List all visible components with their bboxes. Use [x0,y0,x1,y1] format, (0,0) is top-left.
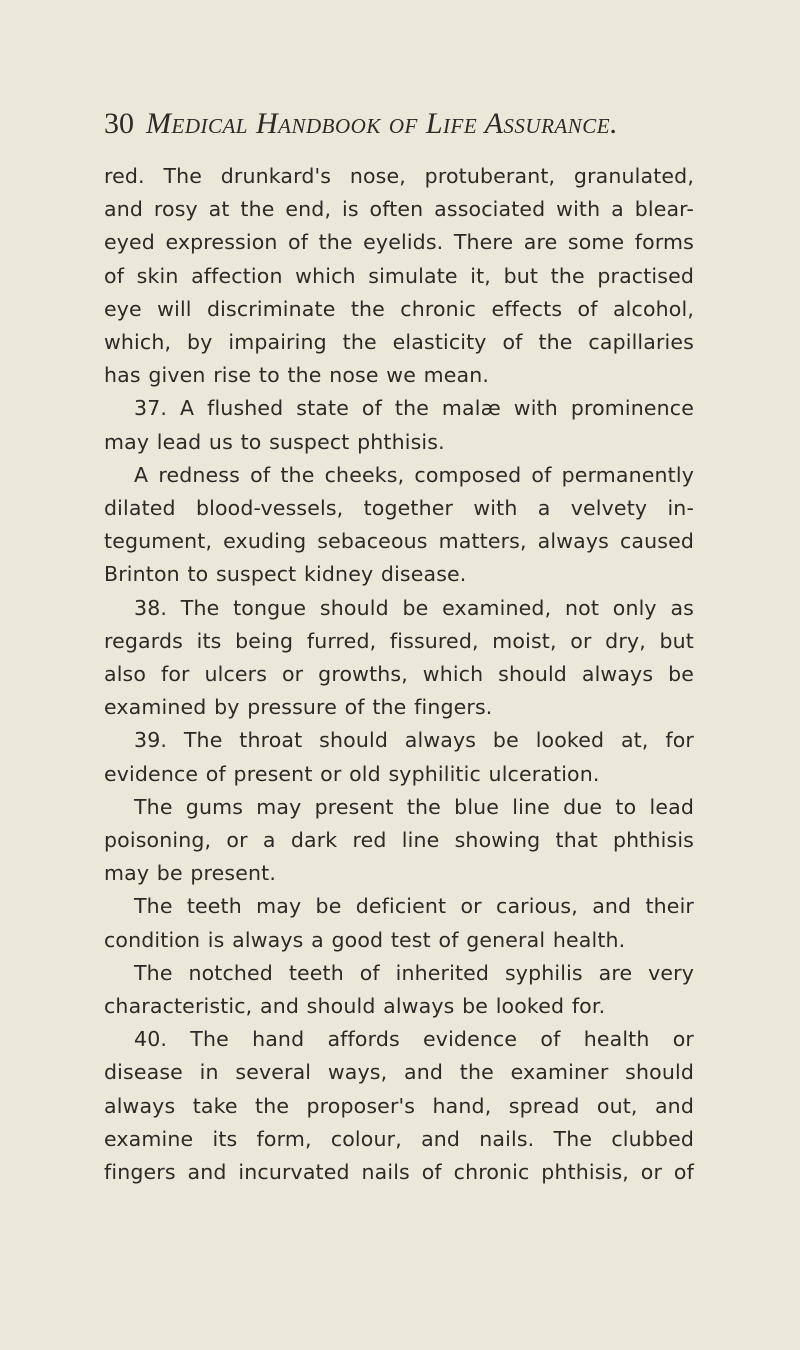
paragraph-39 [104,724,694,790]
text-line: also for ulcers or growths, which should always be [104,662,694,687]
text-line: The gums may present the blue line due to lead [134,794,694,819]
text-line: disease in several ways, and the examiner should [104,1060,694,1085]
text-line: The teeth may be deficient or carious, and their [134,894,694,919]
paragraph-continuation [104,160,694,392]
paragraph-teeth [104,890,694,956]
paragraph-40 [104,1023,694,1189]
text-line: poisoning, or a dark red line showing that phthisis [104,828,694,853]
text-line: examine its form, colour, and nails. The clubbed [104,1126,694,1151]
text-line: eyed expression of the eyelids. There are some forms [104,230,694,255]
text-line: may lead us to suspect phthisis. [104,429,445,454]
text-line: Brinton to suspect kidney disease. [104,562,467,587]
text-line: eye will discriminate the chronic effects of alcohol, [104,296,694,321]
text-line: tegument, exuding sebaceous matters, always caused [104,529,694,554]
text-line: The notched teeth of inherited syphilis are very [134,960,694,985]
text-line: red. The drunkard's nose, protuberant, granulated, [104,164,694,188]
paragraph-37 [104,392,694,458]
paragraph-gums [104,791,694,891]
paragraph-notched-teeth [104,957,694,1023]
text-line: examined by pressure of the fingers. [104,695,493,720]
text-line: which, by impairing the elasticity of the capillaries [104,330,694,355]
text-line: A redness of the cheeks, composed of permanently [134,462,694,487]
text-line: may be present. [104,861,277,886]
text-line: condition is always a good test of general health. [104,927,626,952]
running-title: Medical Handbook of Life Assurance. [146,107,619,140]
running-head [104,104,704,144]
text-line: characteristic, and should always be looked for. [104,994,606,1019]
text-line: 39. The throat should always be looked at, for [134,728,694,753]
text-line: of skin affection which simulate it, but the practised [104,263,694,288]
body-text [104,160,694,1189]
text-line: 40. The hand affords evidence of health or [134,1027,694,1052]
text-line: 38. The tongue should be examined, not only as [134,595,694,620]
text-line: always take the proposer's hand, spread out, and [104,1093,694,1118]
text-line: 37. A flushed state of the malæ with prominence [134,396,694,421]
page-number: 30 [104,107,134,140]
text-line: and rosy at the end, is often associated with a blear- [104,197,694,222]
text-line: evidence of present or old syphilitic ulceration. [104,761,600,786]
text-line: has given rise to the nose we mean. [104,363,490,388]
text-line: dilated blood-vessels, together with a velvety in- [104,496,694,521]
paragraph-38 [104,592,694,725]
paragraph-redness [104,459,694,592]
text-line: fingers and incurvated nails of chronic phthisis, or of [104,1160,694,1185]
text-line: regards its being furred, fissured, moist, or dry, but [104,628,694,653]
